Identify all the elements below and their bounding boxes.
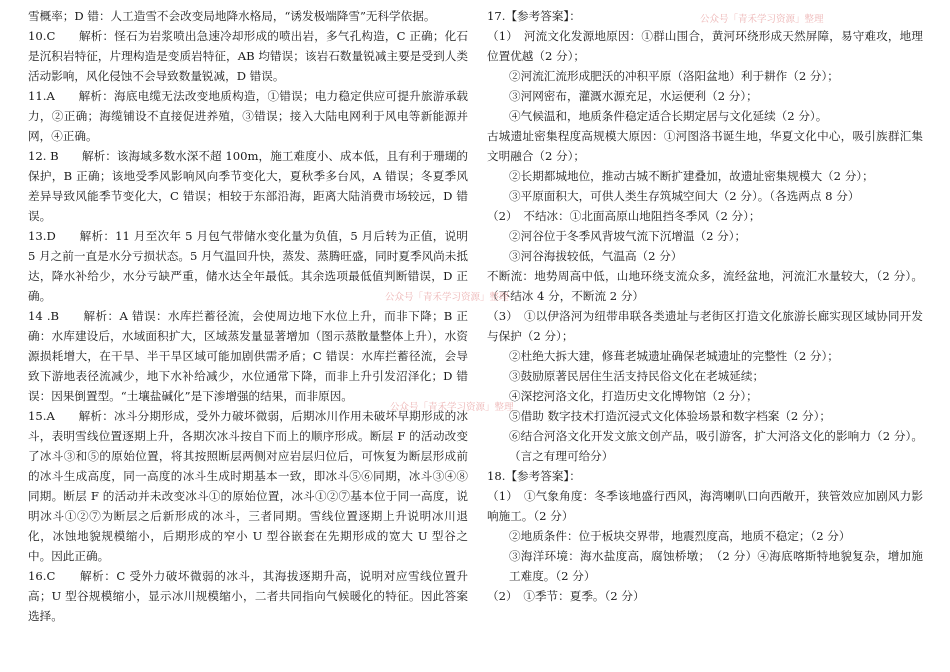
- answer-paragraph: 10.C 解析：怪石为岩浆喷出急速冷却形成的喷出岩，多气孔构造，C 正确；化石是沉积岩特征，片理构造是变质岩特征，AB 均错误；该岩石数量锐减主要是受到人类活动影响，风化侵蚀不会导致数量锐减，D 错误。: [28, 29, 468, 83]
- answer-paragraph: 13.D 解析：11 月至次年 5 月包气带储水变化量为负值，5 月后转为正值，说明 5 月之前一直是水分亏损状态。5 月气温回升快，蒸发、蒸腾旺盛，同时夏季风尚未抵达，降水补给少，水分亏缺严重，储水达全年最低。其余选项最低值判断错误，D 正确。: [28, 229, 468, 303]
- answer-paragraph: 雪概率；D 错：人工造雪不会改变局地降水格局，“诱发极端降雪”无科学依据。: [28, 9, 436, 23]
- answer-line: 17.【参考答案】：: [487, 9, 581, 23]
- answer-paragraph: 14 .B 解析：A 错误：水库拦蓄径流，会使周边地下水位上升，而非下降；B 正确：水库建设后，水域面积扩大，区域蒸发量显著增加（图示蒸散量整体上升），水资源损耗增大，在干旱、半干旱区域可能加剧供需矛盾；C 错误：水库拦蓄径流，会导致下游地表径流减少，地下水补给减少，水位通常下降，而非上升引发沼泽化；D 错误：因果倒置型。“土壤盐碱化”是下渗增强的结果，而非原因。: [28, 309, 468, 403]
- answer-line: （3） ①以伊洛河为纽带串联各类遗址与老街区打造文化旅游长廊实现区域协同开发与保护（2 分）；: [487, 309, 923, 343]
- answer-line: ②地质条件：位于板块交界带，地震烈度高，地质不稳定；（2 分）: [509, 529, 851, 543]
- answer-line: ④气候温和，地质条件稳定适合长期定居与文化延续（2 分）。: [509, 109, 828, 123]
- answer-line: ③河谷海拔较低，气温高（2 分）: [509, 249, 683, 263]
- answer-line: ②河谷位于冬季风背坡气流下沉增温（2 分）；: [509, 229, 747, 243]
- answer-line: ③海洋环境：海水盐度高，腐蚀桥墩； （2 分）④海底喀斯特地貌复杂，增加施工难度。（2 分）: [509, 549, 923, 583]
- answer-line: ②杜绝大拆大建，修葺老城遗址确保老城遗址的完整性（2 分）；: [509, 349, 839, 363]
- answer-paragraph: 16.C 解析：C 受外力破坏微弱的冰斗，其海拔逐期升高，说明对应雪线位置升高；U 型谷规模缩小，显示冰川规模缩小，二者共同指向气候暖化的特征。因此答案选择。: [28, 569, 468, 623]
- watermark: 公众号「青禾学习资源」整理: [385, 292, 509, 303]
- answer-line: ②河流汇流形成肥沃的冲积平原（洛阳盆地）利于耕作（2 分）；: [509, 69, 839, 83]
- watermark: 公众号「青禾学习资源」整理: [700, 14, 824, 25]
- answer-line: 古城遗址密集程度高规模大原因：①河图洛书诞生地，华夏文化中心，吸引族群汇集文明融合（2 分）；: [487, 129, 923, 163]
- answer-line: （1） 河流文化发源地原因：①群山围合，黄河环绕形成天然屏障，易守难攻，地理位置优越（2 分）；: [487, 29, 923, 63]
- answer-line: 不断流：地势周高中低，山地环绕支流众多，流经盆地，河流汇水量较大，（2 分）。（不结冰 4 分，不断流 2 分）: [487, 269, 923, 303]
- watermark: 公众号「青禾学习资源」整理: [390, 402, 514, 413]
- answer-line: （1） ①气象角度：冬季该地盛行西风，海湾喇叭口向西敞开，狭管效应加剧风力影响施工。（2 分）: [487, 489, 923, 523]
- answer-line: ⑤借助 数字技术打造沉浸式文化体验场景和数字档案（2 分）；: [509, 409, 831, 423]
- right-column: [487, 6, 923, 606]
- answer-line: ③鼓励原著民居住生活支持民俗文化在老城延续；: [509, 369, 765, 383]
- left-column: [28, 6, 468, 626]
- answer-line: ②长期都城地位，推动古城不断扩建叠加，故遗址密集规模大（2 分）；: [509, 169, 874, 183]
- answer-line: （2） ①季节：夏季。（2 分）: [487, 589, 645, 603]
- answer-line: ③平原面积大，可供人类生存筑城空间大（2 分）。（各选两点 8 分）: [509, 189, 860, 203]
- answer-paragraph: 12. B 解析：该海域多数水深不超 100m，施工难度小、成本低，且有利于珊瑚的保护，B 正确；该地受季风影响风向季节变化大，夏秋季多台风，A 错误；冬夏季风差异导致风能季节变化大，C 错误；相较于东部沿海，距离大陆消费市场较远，D 错误。: [28, 149, 468, 223]
- answer-line: （2） 不结冰：①北面高原山地阻挡冬季风（2 分）；: [487, 209, 761, 223]
- answer-paragraph: 15.A 解析：冰斗分期形成，受外力破坏微弱，后期冰川作用未破坏早期形成的冰斗，表明雪线位置逐期上升，各期次冰斗按自下而上的顺序形成。断层 F 的活动改变了冰斗③和⑤的原始位置，将其按照断层两侧对应岩层归位后，可恢复为断层形成前的冰斗生成高度，同一高度的冰斗生成时期基本一致，即冰斗⑤⑥同期，冰斗③④⑧同期。断层 F 的活动并未改变冰斗①的原始位置，冰斗①②⑦基本位于同一高度，说明冰斗①②⑦为断层之后新形成的冰斗，三者同期。雪线位置逐期上升说明冰川退化，冰蚀地貌规模缩小，后期形成的窄小 U 型谷嵌套在先期形成的宽大 U 型谷之中。因此正确。: [28, 409, 468, 563]
- answer-line: ⑥结合河洛文化开发文旅文创产品，吸引游客，扩大河洛文化的影响力（2 分）。（言之有理可给分）: [509, 429, 923, 463]
- answer-line: ④深挖河洛文化，打造历史文化博物馆（2 分）；: [509, 389, 758, 403]
- answer-line: ③河网密布，灌溉水源充足，水运便利（2 分）；: [509, 89, 758, 103]
- answer-paragraph: 11.A 解析：海底电缆无法改变地质构造，①错误；电力稳定供应可提升旅游承载力，②正确；海缆铺设不直接促进养殖，③错误；接入大陆电网利于风电等新能源并网，④正确。: [28, 89, 468, 143]
- answer-line: 18.【参考答案】：: [487, 469, 581, 483]
